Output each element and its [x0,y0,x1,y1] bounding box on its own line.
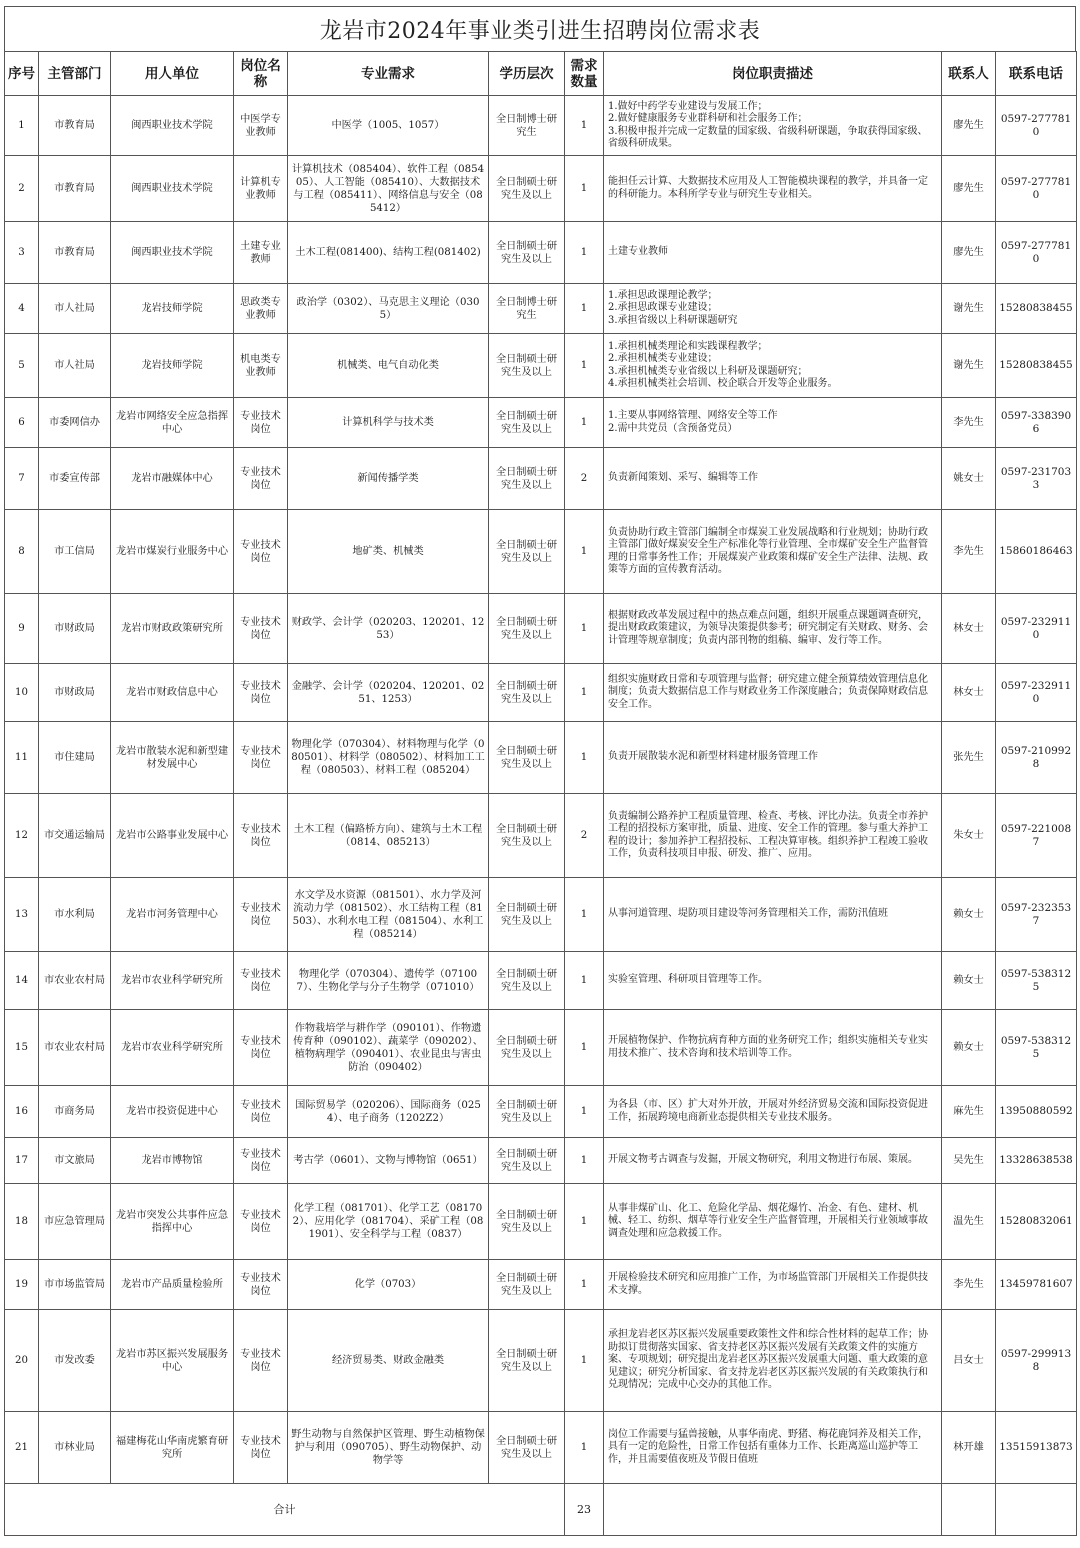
table-row [5,1086,1077,1138]
row-phone: 0597-2777810 [996,156,1077,222]
header-duty: 岗位职责描述 [604,52,942,96]
table-row [5,664,1077,722]
row-post: 专业技术岗位 [234,1412,288,1484]
row-count: 1 [565,334,604,398]
row-edu: 全日制硕士研究生及以上 [489,334,565,398]
row-dept: 市商务局 [39,1086,111,1138]
header-edu: 学历层次 [489,52,565,96]
row-count: 1 [565,722,604,794]
row-dept: 市文旅局 [39,1138,111,1184]
row-seq: 13 [5,878,39,952]
row-dept: 市交通运输局 [39,794,111,878]
row-dept: 市农业农村局 [39,952,111,1010]
row-seq: 1 [5,96,39,156]
row-count: 1 [565,878,604,952]
row-edu: 全日制硕士研究生及以上 [489,594,565,664]
row-dept: 市人社局 [39,334,111,398]
row-unit: 龙岩市融媒体中心 [111,448,234,510]
row-major: 新闻传播学类 [288,448,489,510]
row-count: 1 [565,156,604,222]
row-dept: 市住建局 [39,722,111,794]
table-row [5,878,1077,952]
total-empty-cell [996,1484,1077,1536]
row-phone: 0597-2317033 [996,448,1077,510]
row-count: 1 [565,952,604,1010]
row-contact: 姚女士 [942,448,996,510]
row-phone: 0597-3383906 [996,398,1077,448]
row-duty [604,1184,942,1260]
row-contact: 林女士 [942,594,996,664]
row-dept: 市水利局 [39,878,111,952]
row-contact: 赖女士 [942,878,996,952]
row-major: 水文学及水资源（081501）、水力学及河流动力学（081502）、水工结构工程（81503）、水利水电工程（081504）、水利工程（085214） [288,878,489,952]
row-major: 经济贸易类、财政金融类 [288,1310,489,1412]
row-dept: 市委网信办 [39,398,111,448]
duty-line: 为各县（市、区）扩大对外开放，开展对外经济贸易交流和国际投资促进工作，拓展跨境电商新业态提供相关专业技术服务。 [608,1099,928,1123]
row-post: 土建专业教师 [234,222,288,284]
row-phone: 0597-5383125 [996,952,1077,1010]
table-row [5,510,1077,594]
row-duty [604,222,942,284]
row-duty [604,398,942,448]
duty-line: 组织实施财政日常和专项管理与监督；研究建立健全预算绩效管理信息化制度；负责大数据信息工作与财政业务工作深度融合；负责保障财政信息安全工作。 [608,673,928,710]
row-post: 专业技术岗位 [234,878,288,952]
row-count: 1 [565,1260,604,1310]
duty-line: 1.承担思政课理论教学； [608,289,718,301]
row-duty [604,1412,942,1484]
row-unit: 龙岩市河务管理中心 [111,878,234,952]
row-major: 地矿类、机械类 [288,510,489,594]
row-seq: 16 [5,1086,39,1138]
duty-line: 能担任云计算、大数据技术应用及人工智能模块课程的教学，并具备一定的科研能力。本科所学专业与研究生专业相关。 [608,176,928,200]
table-row [5,96,1077,156]
row-post: 专业技术岗位 [234,952,288,1010]
row-phone: 13515913873 [996,1412,1077,1484]
row-count: 2 [565,794,604,878]
row-unit: 龙岩市农业科学研究所 [111,1010,234,1086]
row-edu: 全日制硕士研究生及以上 [489,722,565,794]
duty-line: 负责协助行政主管部门编制全市煤炭工业发展战略和行业规划；协助行政主管部门做好煤炭安全生产标准化等行业管理、全市煤矿安全生产监督管理的日常事务性工作；开展煤炭产业政策和煤矿安全生产法律、法规、政策等方面的宣传教育活动。 [608,526,928,575]
row-contact: 张先生 [942,722,996,794]
row-dept: 市发改委 [39,1310,111,1412]
row-edu: 全日制硕士研究生及以上 [489,156,565,222]
row-dept: 市人社局 [39,284,111,334]
row-unit: 龙岩市财政信息中心 [111,664,234,722]
table-row [5,1010,1077,1086]
row-count: 1 [565,96,604,156]
row-edu: 全日制博士研究生 [489,284,565,334]
row-major: 金融学、会计学（020204、120201、0251、1253） [288,664,489,722]
row-edu: 全日制硕士研究生及以上 [489,1184,565,1260]
duty-line: 岗位工作需要与猛兽接触，从事华南虎、野猪、梅花鹿饲养及相关工作，具有一定的危险性，日常工作包括有重体力工作、长距离巡山巡护等工作，并且需要值夜班及节假日值班 [608,1428,928,1465]
row-duty [604,1138,942,1184]
row-edu: 全日制硕士研究生及以上 [489,1412,565,1484]
positions-table [4,51,1077,1536]
row-major: 作物栽培学与耕作学（090101）、作物遗传育种（090102）、蔬菜学（090202）、植物病理学（090401）、农业昆虫与害虫防治（090402） [288,1010,489,1086]
row-count: 1 [565,594,604,664]
row-dept: 市工信局 [39,510,111,594]
row-post: 专业技术岗位 [234,1310,288,1412]
row-count: 1 [565,1310,604,1412]
row-duty [604,794,942,878]
row-duty [604,1310,942,1412]
row-contact: 廖先生 [942,156,996,222]
row-contact: 谢先生 [942,334,996,398]
row-post: 专业技术岗位 [234,398,288,448]
row-contact: 廖先生 [942,222,996,284]
duty-line: 1.承担机械类理论和实践课程教学； [608,340,768,352]
row-duty [604,878,942,952]
row-unit: 龙岩市散装水泥和新型建材发展中心 [111,722,234,794]
row-count: 1 [565,1138,604,1184]
row-unit: 闽西职业技术学院 [111,96,234,156]
row-contact: 吴先生 [942,1138,996,1184]
row-count: 1 [565,1184,604,1260]
row-duty [604,96,942,156]
row-unit: 龙岩市产品质量检验所 [111,1260,234,1310]
row-unit: 闽西职业技术学院 [111,222,234,284]
row-contact: 廖先生 [942,96,996,156]
row-post: 专业技术岗位 [234,794,288,878]
row-major: 土木工程(081400)、结构工程(081402) [288,222,489,284]
row-major: 物理化学（070304）、遗传学（071007）、生物化学与分子生物学（071010） [288,952,489,1010]
row-unit: 龙岩市煤炭行业服务中心 [111,510,234,594]
row-unit: 龙岩市网络安全应急指挥中心 [111,398,234,448]
row-contact: 李先生 [942,1260,996,1310]
total-row [5,1484,1077,1536]
row-contact: 李先生 [942,398,996,448]
page-title: 龙岩市2024年事业类引进生招聘岗位需求表 [4,6,1076,51]
row-post: 专业技术岗位 [234,1184,288,1260]
row-seq: 4 [5,284,39,334]
table-row [5,1260,1077,1310]
duty-line: 负责新闻策划、采写、编辑等工作 [608,472,758,484]
row-duty [604,1010,942,1086]
row-major: 化学（0703） [288,1260,489,1310]
table-row [5,222,1077,284]
duty-line: 实验室管理、科研项目管理等工作。 [608,974,768,986]
row-edu: 全日制硕士研究生及以上 [489,1138,565,1184]
table-row [5,156,1077,222]
row-phone: 0597-2323537 [996,878,1077,952]
duty-line: 2.需中共党员（含预备党员） [608,422,738,434]
row-post: 中医学专业教师 [234,96,288,156]
row-major: 化学工程（081701）、化学工艺（081702）、应用化学（081704）、采矿工程（081901）、安全科学与工程（0837） [288,1184,489,1260]
row-contact: 赖女士 [942,952,996,1010]
row-seq: 14 [5,952,39,1010]
duty-line: 从事河道管理、堤防项目建设等河务管理相关工作，需防汛值班 [608,908,888,920]
table-row [5,1184,1077,1260]
row-phone: 0597-5383125 [996,1010,1077,1086]
row-count: 1 [565,398,604,448]
row-contact: 林开雄 [942,1412,996,1484]
duty-line: 3.承担机械类专业省级以上科研及课题研究； [608,365,808,377]
row-duty [604,334,942,398]
table-row [5,398,1077,448]
row-dept: 市教育局 [39,96,111,156]
row-major: 野生动物与自然保护区管理、野生动植物保护与利用（090705）、野生动物保护、动物学等 [288,1412,489,1484]
row-edu: 全日制硕士研究生及以上 [489,222,565,284]
row-contact: 温先生 [942,1184,996,1260]
row-phone: 0597-2109928 [996,722,1077,794]
row-duty [604,952,942,1010]
row-seq: 10 [5,664,39,722]
row-duty [604,284,942,334]
row-seq: 12 [5,794,39,878]
row-major: 考古学（0601）、文物与博物馆（0651） [288,1138,489,1184]
duty-line: 4.承担机械类社会培训、校企联合开发等企业服务。 [608,378,838,389]
row-phone: 0597-2210087 [996,794,1077,878]
row-seq: 18 [5,1184,39,1260]
recruitment-sheet [4,6,1076,1536]
row-duty [604,1260,942,1310]
header-dept: 主管部门 [39,52,111,96]
row-contact: 吕女士 [942,1310,996,1412]
row-post: 专业技术岗位 [234,1010,288,1086]
duty-line: 开展植物保护、作物抗病育种方面的业务研究工作；组织实施相关专业实用技术推广、技术咨询和技术培训等工作。 [608,1035,928,1059]
row-count: 1 [565,222,604,284]
total-empty-cell [604,1484,942,1536]
row-post: 专业技术岗位 [234,1086,288,1138]
row-post: 机电类专业教师 [234,334,288,398]
duty-line: 承担龙岩老区苏区振兴发展重要政策性文件和综合性材料的起草工作；协助拟订贯彻落实国家、省支持老区苏区振兴发展有关政策文件的实施方案、专项规划；研究提出龙岩老区苏区振兴发展重大问题、重大政策的意见建议；研究分析国家、省支持龙岩老区苏区振兴发展的有关政策执行和兑现情况；完成中心交办的其他工作。 [608,1329,928,1391]
table-row [5,448,1077,510]
row-major: 物理化学（070304）、材料物理与化学（080501）、材料学（080502）、材料加工工程（080503）、材料工程（085204） [288,722,489,794]
row-major: 国际贸易学（020206）、国际商务（0254）、电子商务（1202Z2） [288,1086,489,1138]
row-post: 专业技术岗位 [234,594,288,664]
duty-line: 2.做好健康服务专业群科研和社会服务工作； [608,113,808,124]
row-edu: 全日制硕士研究生及以上 [489,448,565,510]
row-edu: 全日制硕士研究生及以上 [489,1086,565,1138]
row-unit: 龙岩技师学院 [111,284,234,334]
row-phone: 15280838455 [996,334,1077,398]
row-contact: 林女士 [942,664,996,722]
row-dept: 市教育局 [39,222,111,284]
row-seq: 6 [5,398,39,448]
row-seq: 17 [5,1138,39,1184]
row-phone: 15280832061 [996,1184,1077,1260]
table-row [5,722,1077,794]
row-seq: 11 [5,722,39,794]
row-seq: 19 [5,1260,39,1310]
row-phone: 0597-2999138 [996,1310,1077,1412]
row-seq: 8 [5,510,39,594]
row-dept: 市农业农村局 [39,1010,111,1086]
row-contact: 麻先生 [942,1086,996,1138]
duty-line: 开展检验技术研究和应用推广工作，为市场监管部门开展相关工作提供技术支撑。 [608,1272,928,1296]
row-edu: 全日制硕士研究生及以上 [489,952,565,1010]
row-dept: 市财政局 [39,664,111,722]
header-seq: 序号 [5,52,39,96]
duty-line: 开展文物考古调查与发掘，开展文物研究，利用文物进行布展、策展。 [608,1154,918,1166]
header-phone: 联系电话 [996,52,1077,96]
total-empty-cell [942,1484,996,1536]
row-duty [604,722,942,794]
row-seq: 21 [5,1412,39,1484]
row-post: 思政类专业教师 [234,284,288,334]
row-seq: 5 [5,334,39,398]
row-edu: 全日制硕士研究生及以上 [489,1310,565,1412]
row-major: 土木工程（偏路桥方向）、建筑与土木工程（0814、085213） [288,794,489,878]
table-row [5,334,1077,398]
row-count: 1 [565,664,604,722]
row-unit: 龙岩市苏区振兴发展服务中心 [111,1310,234,1412]
row-post: 专业技术岗位 [234,722,288,794]
row-major: 财政学、会计学（020203、120201、1253） [288,594,489,664]
duty-line: 土建专业教师 [608,246,668,258]
duty-line: 从事非煤矿山、化工、危险化学品、烟花爆竹、冶金、有色、建材、机械、轻工、纺织、烟草等行业安全生产监督管理，开展相关行业领域事故调查处理和应急救援工作。 [608,1202,928,1239]
row-major: 计算机科学与技术类 [288,398,489,448]
row-seq: 9 [5,594,39,664]
row-count: 1 [565,1412,604,1484]
row-duty [604,664,942,722]
header-count: 需求数量 [565,52,604,96]
row-unit: 龙岩市投资促进中心 [111,1086,234,1138]
row-edu: 全日制硕士研究生及以上 [489,1010,565,1086]
row-phone: 0597-2777810 [996,222,1077,284]
duty-line: 1.主要从事网络管理、网络安全等工作 [608,410,778,421]
row-edu: 全日制硕士研究生及以上 [489,510,565,594]
table-row [5,952,1077,1010]
row-post: 专业技术岗位 [234,448,288,510]
row-major: 政治学（0302）、马克思主义理论（0305） [288,284,489,334]
row-post: 计算机专业教师 [234,156,288,222]
row-post: 专业技术岗位 [234,1138,288,1184]
row-unit: 龙岩市突发公共事件应急指挥中心 [111,1184,234,1260]
header-major: 专业需求 [288,52,489,96]
table-row [5,594,1077,664]
row-post: 专业技术岗位 [234,1260,288,1310]
row-unit: 龙岩市农业科学研究所 [111,952,234,1010]
row-phone: 13328638538 [996,1138,1077,1184]
duty-line: 负责编制公路养护工程质量管理、检查、考核、评比办法。负责全市养护工程的招投标方案审批，质量、进度、安全工作的管理。参与重大养护工程的设计；参加养护工程招投标、工程决算审核。组织养护工程竣工验收工作，负责科技项目申报、研发、推广、应用。 [608,810,928,859]
row-seq: 2 [5,156,39,222]
row-phone: 0597-2329110 [996,594,1077,664]
header-contact: 联系人 [942,52,996,96]
row-dept: 市市场监管局 [39,1260,111,1310]
table-row [5,284,1077,334]
row-seq: 20 [5,1310,39,1412]
table-body [5,96,1077,1536]
row-phone: 15280838455 [996,284,1077,334]
row-dept: 市应急管理局 [39,1184,111,1260]
row-duty [604,156,942,222]
row-count: 1 [565,284,604,334]
row-edu: 全日制博士研究生 [489,96,565,156]
row-edu: 全日制硕士研究生及以上 [489,664,565,722]
row-phone: 0597-2329110 [996,664,1077,722]
row-unit: 龙岩市财政政策研究所 [111,594,234,664]
row-count: 1 [565,1086,604,1138]
table-row [5,794,1077,878]
duty-line: 3.承担省级以上科研课题研究 [608,314,738,326]
duty-line: 1.做好中药学专业建设与发展工作； [608,100,768,112]
row-unit: 福建梅花山华南虎繁育研究所 [111,1412,234,1484]
row-major: 中医学（1005、1057） [288,96,489,156]
row-count: 1 [565,1010,604,1086]
row-contact: 朱女士 [942,794,996,878]
row-contact: 李先生 [942,510,996,594]
row-dept: 市林业局 [39,1412,111,1484]
row-phone: 15860186463 [996,510,1077,594]
row-major: 计算机技术（085404）、软件工程（085405）、人工智能（085410）、大数据技术与工程（085411）、网络信息与安全（085412） [288,156,489,222]
row-major: 机械类、电气自动化类 [288,334,489,398]
row-contact: 赖女士 [942,1010,996,1086]
row-seq: 7 [5,448,39,510]
row-phone: 13459781607 [996,1260,1077,1310]
row-dept: 市教育局 [39,156,111,222]
row-seq: 15 [5,1010,39,1086]
row-dept: 市委宣传部 [39,448,111,510]
duty-line: 3.积极申报并完成一定数量的国家级、省级科研课题，争取获得国家级、省级科研成果。 [608,125,928,149]
row-post: 专业技术岗位 [234,510,288,594]
row-unit: 龙岩市公路事业发展中心 [111,794,234,878]
row-edu: 全日制硕士研究生及以上 [489,878,565,952]
row-count: 2 [565,448,604,510]
row-post: 专业技术岗位 [234,664,288,722]
row-edu: 全日制硕士研究生及以上 [489,1260,565,1310]
header-post: 岗位名称 [234,52,288,96]
table-row [5,1310,1077,1412]
duty-line: 2.承担思政课专业建设； [608,302,718,314]
duty-line: 负责开展散装水泥和新型材料建材服务管理工作 [608,751,818,763]
table-row [5,1412,1077,1484]
table-row [5,1138,1077,1184]
row-phone: 0597-2777810 [996,96,1077,156]
duty-line: 2.承担机械类专业建设； [608,353,718,364]
row-phone: 13950880592 [996,1086,1077,1138]
duty-line: 根据财政改革发展过程中的热点难点问题，组织开展重点课题调查研究，提出财政政策建议，为领导决策提供参考；研究制定有关财政、财务、会计管理等规章制度；负责内部刊物的组稿、编审、发行等工作。 [608,609,928,646]
total-label: 合计 [5,1484,565,1536]
header-row [5,52,1077,96]
row-duty [604,448,942,510]
row-unit: 龙岩市博物馆 [111,1138,234,1184]
row-seq: 3 [5,222,39,284]
header-unit: 用人单位 [111,52,234,96]
row-duty [604,510,942,594]
row-duty [604,594,942,664]
total-count: 23 [565,1484,604,1536]
row-edu: 全日制硕士研究生及以上 [489,794,565,878]
row-dept: 市财政局 [39,594,111,664]
row-edu: 全日制硕士研究生及以上 [489,398,565,448]
row-unit: 龙岩技师学院 [111,334,234,398]
row-duty [604,1086,942,1138]
row-unit: 闽西职业技术学院 [111,156,234,222]
row-contact: 谢先生 [942,284,996,334]
row-count: 1 [565,510,604,594]
